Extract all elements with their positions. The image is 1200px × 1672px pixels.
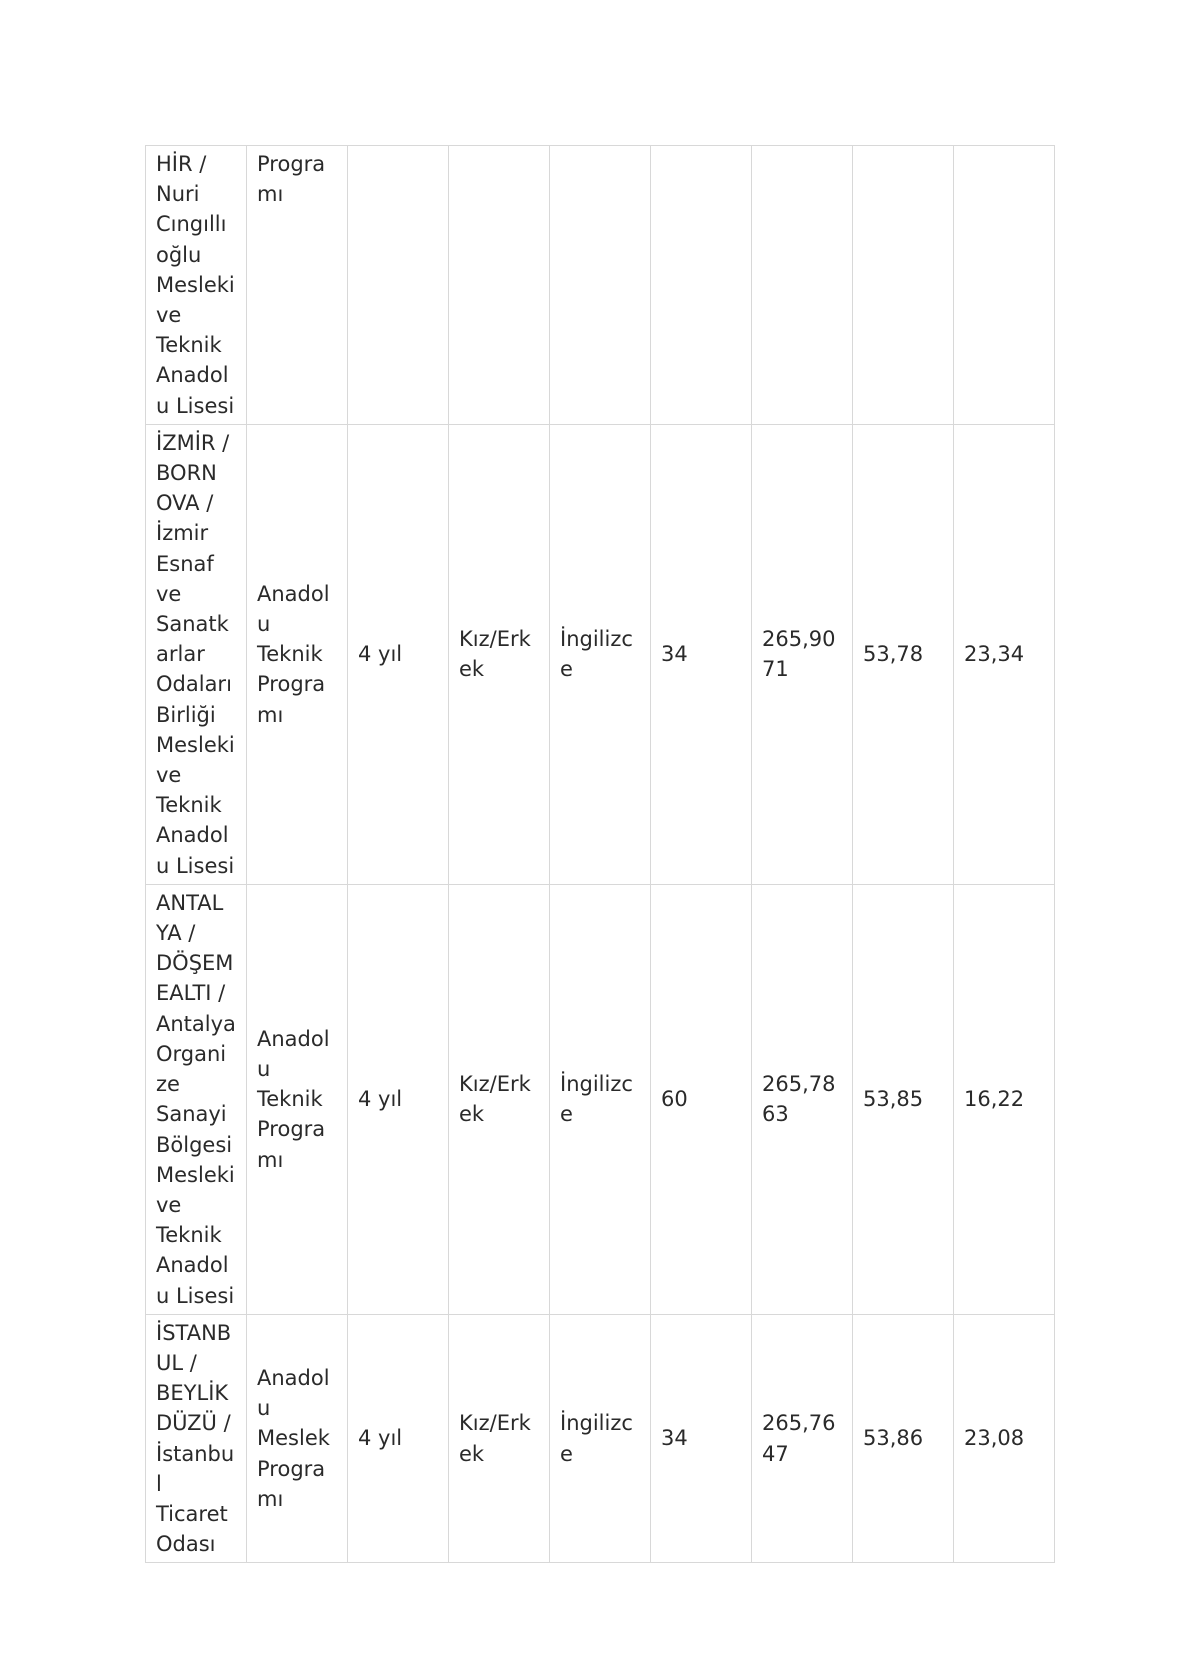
value-cell <box>853 146 954 425</box>
language-cell <box>550 146 651 425</box>
school-score-table <box>145 145 1055 1563</box>
duration-cell: 4 yıl <box>348 1314 449 1563</box>
value-cell <box>954 146 1055 425</box>
program-type-cell: Anadol u Teknik Progra mı <box>247 884 348 1314</box>
value-cell: 23,34 <box>954 424 1055 884</box>
program-type-cell: Anadol u Meslek Progra mı <box>247 1314 348 1563</box>
school-name-cell: ANTAL YA / DÖŞEM EALTI / Antalya Organi ze Sanayi Bölgesi Mesleki ve Teknik Anadol u Lisesi <box>146 884 247 1314</box>
program-type-cell: Anadol u Teknik Progra mı <box>247 424 348 884</box>
quota-cell <box>651 146 752 425</box>
value-cell: 53,85 <box>853 884 954 1314</box>
gender-cell: Kız/Erk ek <box>449 1314 550 1563</box>
program-type-cell: Progra mı <box>247 146 348 425</box>
language-cell: İngilizc e <box>550 424 651 884</box>
language-cell: İngilizc e <box>550 1314 651 1563</box>
school-name-cell: İSTANB UL / BEYLİK DÜZÜ / İstanbu l Ticaret Odası <box>146 1314 247 1563</box>
score-cell: 265,78 63 <box>752 884 853 1314</box>
table-row <box>146 424 1055 884</box>
value-cell: 53,86 <box>853 1314 954 1563</box>
gender-cell <box>449 146 550 425</box>
language-cell: İngilizc e <box>550 884 651 1314</box>
score-cell: 265,90 71 <box>752 424 853 884</box>
table-row <box>146 146 1055 425</box>
quota-cell: 60 <box>651 884 752 1314</box>
value-cell: 53,78 <box>853 424 954 884</box>
gender-cell: Kız/Erk ek <box>449 424 550 884</box>
school-name-cell: HİR / Nuri Cıngıllı oğlu Mesleki ve Teknik Anadol u Lisesi <box>146 146 247 425</box>
duration-cell: 4 yıl <box>348 884 449 1314</box>
table-row <box>146 1314 1055 1563</box>
duration-cell: 4 yıl <box>348 424 449 884</box>
score-cell: 265,76 47 <box>752 1314 853 1563</box>
score-cell <box>752 146 853 425</box>
table-row <box>146 884 1055 1314</box>
school-name-cell: İZMİR / BORN OVA / İzmir Esnaf ve Sanatk arlar Odaları Birliği Mesleki ve Teknik Anadol u Lisesi <box>146 424 247 884</box>
value-cell: 23,08 <box>954 1314 1055 1563</box>
value-cell: 16,22 <box>954 884 1055 1314</box>
duration-cell <box>348 146 449 425</box>
gender-cell: Kız/Erk ek <box>449 884 550 1314</box>
quota-cell: 34 <box>651 424 752 884</box>
quota-cell: 34 <box>651 1314 752 1563</box>
